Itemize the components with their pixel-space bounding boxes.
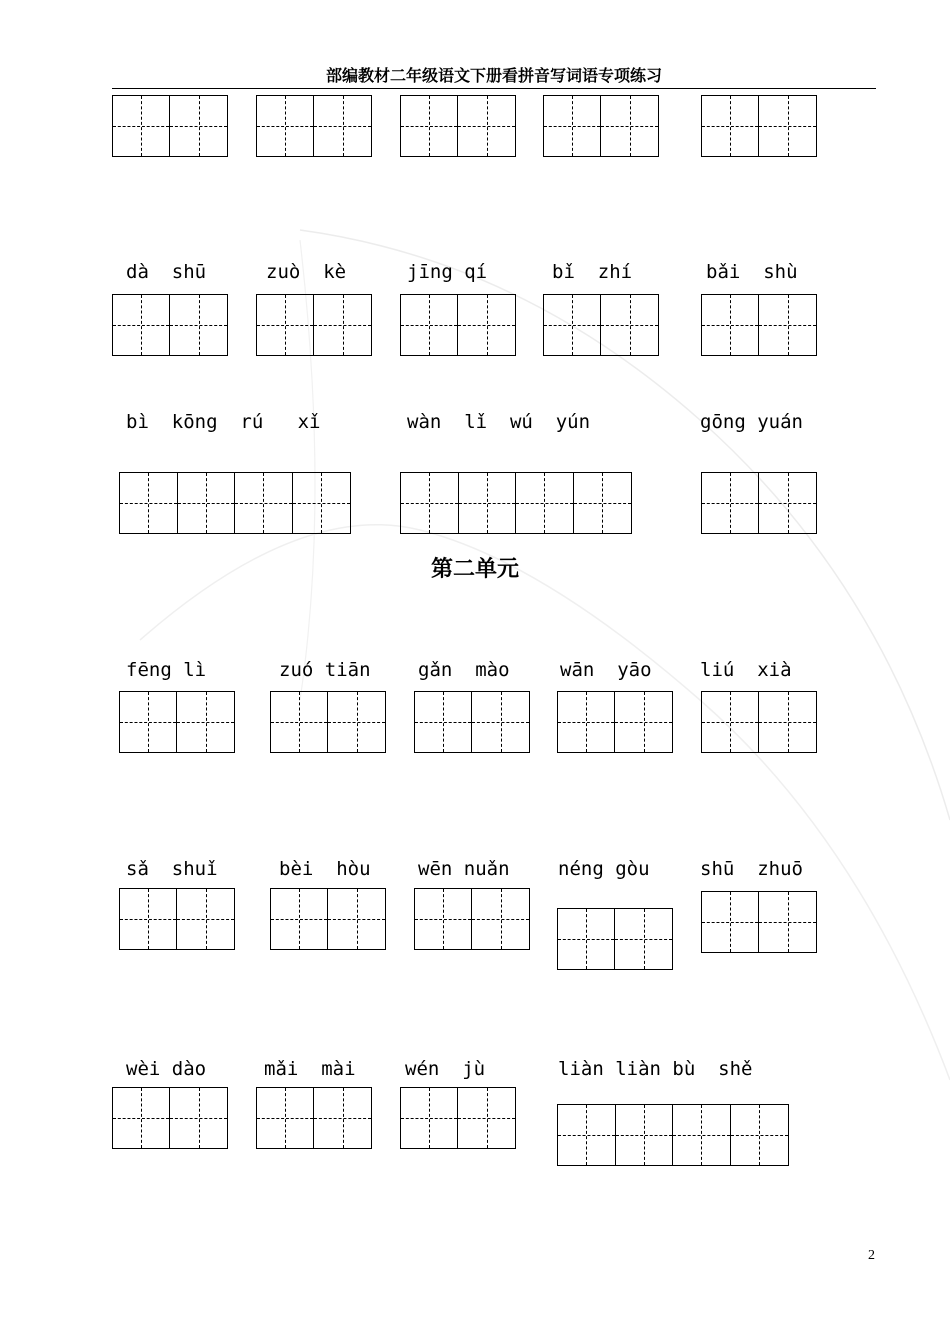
grid-cell[interactable] xyxy=(401,473,459,533)
writing-grid[interactable] xyxy=(270,691,386,753)
grid-cell[interactable] xyxy=(314,1088,371,1148)
grid-cell[interactable] xyxy=(615,909,672,969)
writing-grid[interactable] xyxy=(256,95,372,157)
grid-cell[interactable] xyxy=(472,692,529,752)
writing-grid[interactable] xyxy=(119,472,351,534)
writing-grid[interactable] xyxy=(400,472,632,534)
grid-cell[interactable] xyxy=(257,96,314,156)
pinyin-label: jīng qí xyxy=(407,261,488,283)
pinyin-label: wān yāo xyxy=(560,659,652,681)
grid-cell[interactable] xyxy=(472,889,529,949)
pinyin-label: fēng lì xyxy=(126,659,207,681)
page-header: 部编教材二年级语文下册看拼音写词语专项练习 xyxy=(112,64,876,89)
pinyin-label: bǐ zhí xyxy=(552,261,633,283)
grid-cell[interactable] xyxy=(257,295,314,355)
writing-grid[interactable] xyxy=(119,691,235,753)
unit-title: 第二单元 xyxy=(430,557,519,582)
writing-grid[interactable] xyxy=(400,1087,516,1149)
grid-cell[interactable] xyxy=(401,295,458,355)
writing-grid[interactable] xyxy=(701,294,817,356)
writing-grid[interactable] xyxy=(414,888,530,950)
writing-grid[interactable] xyxy=(557,1104,789,1166)
grid-cell[interactable] xyxy=(415,692,472,752)
grid-cell[interactable] xyxy=(177,692,234,752)
writing-grid[interactable] xyxy=(112,294,228,356)
grid-cell[interactable] xyxy=(120,473,178,533)
grid-cell[interactable] xyxy=(235,473,293,533)
grid-cell[interactable] xyxy=(170,1088,227,1148)
grid-cell[interactable] xyxy=(601,96,658,156)
pinyin-label: mǎi mài xyxy=(264,1058,356,1080)
pinyin-label: liú xià xyxy=(700,659,792,681)
grid-cell[interactable] xyxy=(113,295,170,355)
writing-grid[interactable] xyxy=(701,95,817,157)
grid-cell[interactable] xyxy=(177,889,234,949)
grid-cell[interactable] xyxy=(401,96,458,156)
pinyin-label: sǎ shuǐ xyxy=(126,858,218,880)
pinyin-label: gǎn mào xyxy=(418,659,510,681)
grid-cell[interactable] xyxy=(458,96,515,156)
grid-cell[interactable] xyxy=(113,1088,170,1148)
pinyin-label: wèi dào xyxy=(126,1058,207,1080)
pinyin-label: gōng yuán xyxy=(700,411,803,433)
pinyin-label: zuó tiān xyxy=(279,659,371,681)
writing-grid[interactable] xyxy=(400,95,516,157)
grid-cell[interactable] xyxy=(574,473,632,533)
grid-cell[interactable] xyxy=(293,473,351,533)
grid-cell[interactable] xyxy=(759,295,816,355)
grid-cell[interactable] xyxy=(759,473,816,533)
grid-cell[interactable] xyxy=(458,295,515,355)
writing-grid[interactable] xyxy=(270,888,386,950)
grid-cell[interactable] xyxy=(759,692,816,752)
pinyin-label: bǎi shù xyxy=(706,261,798,283)
pinyin-label: bèi hòu xyxy=(279,858,371,880)
writing-grid[interactable] xyxy=(256,294,372,356)
grid-cell[interactable] xyxy=(544,295,601,355)
grid-cell[interactable] xyxy=(120,889,177,949)
grid-cell[interactable] xyxy=(702,892,759,952)
pinyin-label: dà shū xyxy=(126,261,207,283)
grid-cell[interactable] xyxy=(415,889,472,949)
grid-cell[interactable] xyxy=(314,96,371,156)
grid-cell[interactable] xyxy=(458,1088,515,1148)
writing-grid[interactable] xyxy=(112,95,228,157)
page-number: 2 xyxy=(868,1248,875,1263)
grid-cell[interactable] xyxy=(516,473,574,533)
grid-cell[interactable] xyxy=(314,295,371,355)
writing-grid[interactable] xyxy=(701,472,817,534)
grid-cell[interactable] xyxy=(170,295,227,355)
grid-cell[interactable] xyxy=(257,1088,314,1148)
pinyin-label: néng gòu xyxy=(558,858,650,880)
writing-grid[interactable] xyxy=(543,294,659,356)
writing-grid[interactable] xyxy=(400,294,516,356)
grid-cell[interactable] xyxy=(759,892,816,952)
writing-grid[interactable] xyxy=(557,691,673,753)
grid-cell[interactable] xyxy=(615,692,672,752)
grid-cell[interactable] xyxy=(673,1105,731,1165)
grid-cell[interactable] xyxy=(271,889,328,949)
grid-cell[interactable] xyxy=(459,473,517,533)
pinyin-label: liàn liàn bù shě xyxy=(558,1058,753,1080)
pinyin-label: wēn nuǎn xyxy=(418,858,510,880)
pinyin-label: bì kōng rú xǐ xyxy=(126,411,321,433)
writing-grid[interactable] xyxy=(112,1087,228,1149)
grid-cell[interactable] xyxy=(328,889,385,949)
grid-cell[interactable] xyxy=(113,96,170,156)
grid-cell[interactable] xyxy=(702,473,759,533)
grid-cell[interactable] xyxy=(702,692,759,752)
grid-cell[interactable] xyxy=(328,692,385,752)
writing-grid[interactable] xyxy=(256,1087,372,1149)
grid-cell[interactable] xyxy=(702,96,759,156)
grid-cell[interactable] xyxy=(558,909,615,969)
grid-cell[interactable] xyxy=(401,1088,458,1148)
grid-cell[interactable] xyxy=(558,692,615,752)
pinyin-label: wàn lǐ wú yún xyxy=(407,411,591,433)
grid-cell[interactable] xyxy=(601,295,658,355)
writing-grid[interactable] xyxy=(414,691,530,753)
grid-cell[interactable] xyxy=(170,96,227,156)
grid-cell[interactable] xyxy=(702,295,759,355)
writing-grid[interactable] xyxy=(543,95,659,157)
grid-cell[interactable] xyxy=(120,692,177,752)
writing-grid[interactable] xyxy=(557,908,673,970)
pinyin-label: wén jù xyxy=(405,1058,486,1080)
grid-cell[interactable] xyxy=(558,1105,616,1165)
grid-cell[interactable] xyxy=(616,1105,674,1165)
grid-cell[interactable] xyxy=(544,96,601,156)
pinyin-label: shū zhuō xyxy=(700,858,803,880)
grid-cell[interactable] xyxy=(178,473,236,533)
writing-grid[interactable] xyxy=(701,891,817,953)
writing-grid[interactable] xyxy=(119,888,235,950)
grid-cell[interactable] xyxy=(731,1105,789,1165)
grid-cell[interactable] xyxy=(271,692,328,752)
pinyin-label: zuò kè xyxy=(266,261,347,283)
writing-grid[interactable] xyxy=(701,691,817,753)
grid-cell[interactable] xyxy=(759,96,816,156)
